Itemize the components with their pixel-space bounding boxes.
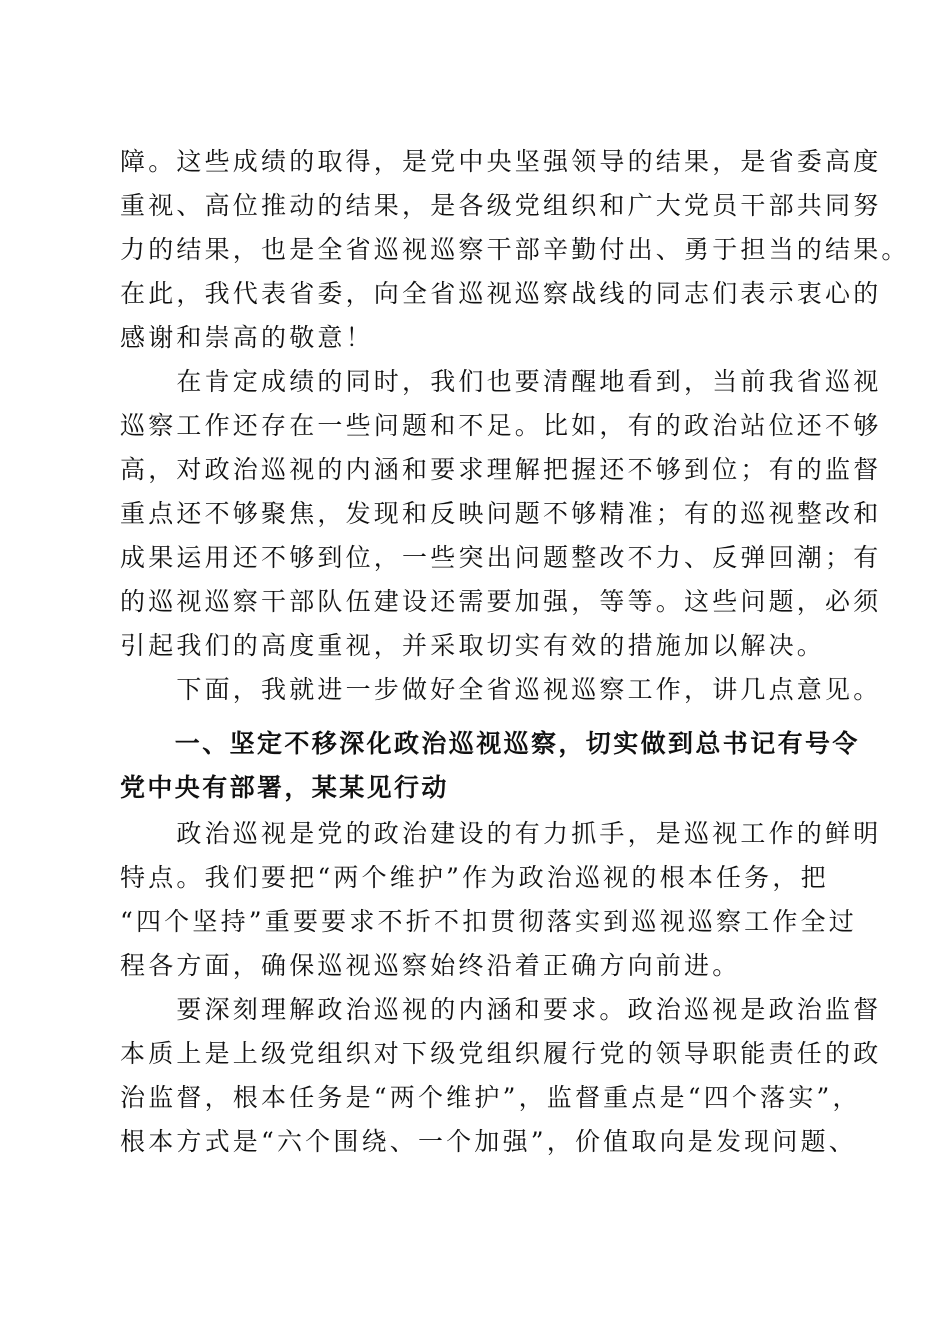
text-line: 感谢和崇高的敬意！ [120,323,374,352]
text-line: 政治巡视是党的政治建设的有力抓手，是巡视工作的鲜明 [120,819,882,848]
text-line: 程各方面，确保巡视巡察始终沿着正确方向前进。 [120,951,741,980]
text-line: 巡察工作还存在一些问题和不足。比如，有的政治站位还不够 [120,411,882,440]
text-line: 治监督，根本任务是“两个维护”，监督重点是“四个落实”， [120,1083,861,1112]
text-line: 成果运用还不够到位，一些突出问题整改不力、反弹回潮；有 [120,543,882,572]
text-line: 高，对政治巡视的内涵和要求理解把握还不够到位；有的监督 [120,455,882,484]
text-line: 下面，我就进一步做好全省巡视巡察工作，讲几点意见。 [120,675,882,704]
text-line: 重视、高位推动的结果，是各级党组织和广大党员干部共同努 [120,191,882,220]
text-line: 重点还不够聚焦，发现和反映问题不够精准；有的巡视整改和 [120,499,882,528]
text-line: 在此，我代表省委，向全省巡视巡察战线的同志们表示衷心的 [120,279,882,308]
text-line: 引起我们的高度重视，并采取切实有效的措施加以解决。 [120,631,826,660]
text-line: 障。这些成绩的取得，是党中央坚强领导的结果，是省委高度 [120,147,882,176]
text-line: 的巡视巡察干部队伍建设还需要加强，等等。这些问题，必须 [120,587,882,616]
text-line: 力的结果，也是全省巡视巡察干部辛勤付出、勇于担当的结果。 [120,235,910,264]
text-line: 本质上是上级党组织对下级党组织履行党的领导职能责任的政 [120,1039,882,1068]
text-line: 要深刻理解政治巡视的内涵和要求。政治巡视是政治监督 [120,995,882,1024]
section-heading: 一、坚定不移深化政治巡视巡察，切实做到总书记有号令 [120,729,860,758]
text-line: 在肯定成绩的同时，我们也要清醒地看到，当前我省巡视 [120,367,882,396]
text-line: 特点。我们要把“两个维护”作为政治巡视的根本任务，把 [120,863,829,892]
section-heading: 党中央有部署，某某见行动 [120,773,449,802]
text-line: 根本方式是“六个围绕、一个加强”，价值取向是发现问题、 [120,1127,857,1156]
text-line: “四个坚持”重要要求不折不扣贯彻落实到巡视巡察工作全过 [120,907,857,936]
